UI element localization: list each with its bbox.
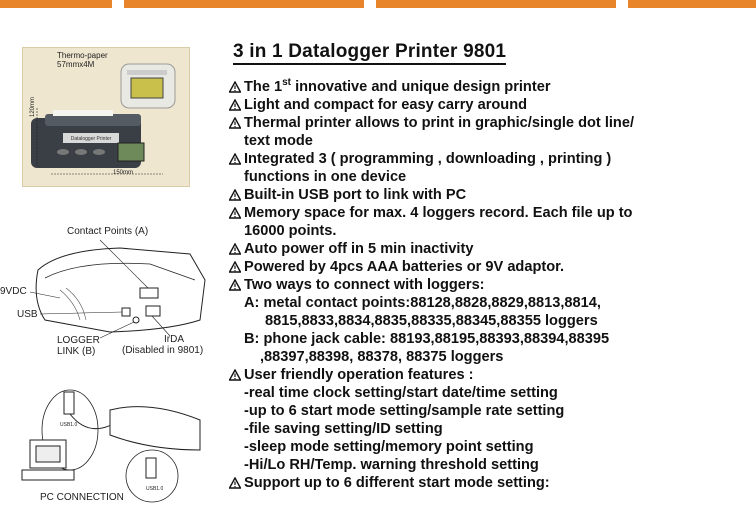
feature-item: [229, 186, 749, 204]
feature-item: [229, 96, 749, 114]
page-title: 3 in 1 Datalogger Printer 9801: [233, 41, 506, 65]
pc-base: [22, 470, 74, 480]
paper-label-line: Thermo-paper: [57, 51, 108, 60]
accent-segment: [0, 0, 112, 8]
feature-item: [229, 204, 749, 222]
feature-text: Auto power off in 5 min inactivity: [244, 241, 474, 257]
feature-item: [229, 240, 749, 258]
warning-triangle-icon: [229, 477, 241, 489]
printer-button: [57, 149, 69, 155]
feature-continuation: 16000 points.: [244, 223, 337, 239]
printer-illustration: [23, 48, 191, 188]
feature-text: innovative and unique design printer: [291, 79, 551, 95]
feature-subitem: -Hi/Lo RH/Temp. warning threshold setting: [244, 457, 539, 473]
feature-text: Integrated 3 ( programming , downloading , printing ): [244, 151, 612, 167]
feature-item: [229, 366, 749, 384]
warning-triangle-icon: [229, 369, 241, 381]
connector-diagram: [0, 220, 215, 360]
usb-plug: [146, 458, 156, 478]
irda-line: IrDA: [164, 334, 184, 345]
pc-connection-diagram: [0, 380, 215, 503]
logger-lcd: [131, 78, 163, 98]
pc-connection-caption: PC CONNECTION: [40, 492, 124, 503]
pc-connection-drawing: [0, 380, 215, 503]
printer-button: [75, 149, 87, 155]
feature-text: Thermal printer allows to print in graphic/single dot line/: [244, 115, 635, 131]
vdc-label: 9VDC: [0, 286, 27, 297]
feature-subitem: -file saving setting/ID setting: [244, 421, 443, 437]
warning-triangle-icon: [229, 243, 241, 255]
feature-list: [229, 78, 749, 492]
feature-item: [229, 150, 749, 168]
printer-lcd: [118, 143, 144, 161]
accent-segment: [376, 0, 616, 8]
usb-tag: USB1.0: [60, 422, 78, 428]
feature-subitem: B: phone jack cable: 88193,88195,88393,88394,88395: [244, 331, 610, 347]
height-dimension: 120mm: [30, 96, 37, 118]
warning-triangle-icon: [229, 99, 241, 111]
paper-roll: [53, 110, 113, 116]
top-accent-bar: [0, 0, 756, 8]
feature-item: [229, 258, 749, 276]
device-label: Datalogger Printer: [70, 136, 112, 142]
feature-item: [229, 78, 749, 96]
warning-triangle-icon: [229, 153, 241, 165]
irda-label: [122, 334, 203, 356]
width-dimension: 150mm: [113, 170, 134, 176]
warning-triangle-icon: [229, 81, 241, 93]
irda-window: [146, 306, 160, 316]
feature-text: Support up to 6 different start mode setting:: [244, 475, 550, 491]
usb-tag: USB1.0: [146, 486, 164, 492]
logger-link-label: [57, 335, 100, 357]
warning-triangle-icon: [229, 117, 241, 129]
feature-superscript: st: [282, 77, 292, 88]
product-photo: [22, 47, 190, 187]
printer-button: [93, 149, 105, 155]
logger-top: [127, 70, 167, 75]
feature-text: Light and compact for easy carry around: [244, 97, 528, 113]
paper-spec-label: [57, 51, 108, 69]
feature-text: User friendly operation features :: [244, 367, 474, 383]
contact-points-port: [140, 288, 158, 298]
feature-text: Built-in USB port to link with PC: [244, 187, 467, 203]
feature-subitem: A: metal contact points:88128,8828,8829,8813,8814,: [244, 295, 601, 311]
accent-segment: [628, 0, 756, 8]
feature-subitem: -up to 6 start mode setting/sample rate setting: [244, 403, 565, 419]
feature-text: Memory space for max. 4 loggers record. Each file up to: [244, 205, 633, 221]
warning-triangle-icon: [229, 207, 241, 219]
feature-subitem: 8815,8833,8834,8835,88335,88345,88355 loggers: [265, 313, 598, 329]
feature-text: The 1: [244, 79, 283, 95]
logger-link-line: LINK (B): [57, 346, 96, 357]
feature-item: [229, 276, 749, 294]
logger-link-line: LOGGER: [57, 335, 100, 346]
usb-plug: [64, 392, 74, 414]
feature-subitem: ,88397,88398, 88378, 88375 loggers: [260, 349, 504, 365]
monitor-screen: [36, 446, 60, 462]
feature-continuation: text mode: [244, 133, 313, 149]
paper-label-line: 57mmx4M: [57, 60, 95, 69]
feature-item: [229, 474, 749, 492]
warning-triangle-icon: [229, 189, 241, 201]
feature-text: Two ways to connect with loggers:: [244, 277, 485, 293]
feature-text: Powered by 4pcs AAA batteries or 9V adaptor.: [244, 259, 565, 275]
accent-segment: [124, 0, 364, 8]
warning-triangle-icon: [229, 279, 241, 291]
feature-continuation: functions in one device: [244, 169, 407, 185]
irda-line: (Disabled in 9801): [122, 345, 204, 356]
feature-item: [229, 114, 749, 132]
feature-subitem: -sleep mode setting/memory point setting: [244, 439, 534, 455]
contact-points-label: Contact Points (A): [67, 226, 149, 237]
feature-subitem: -real time clock setting/start date/time setting: [244, 385, 558, 401]
usb-port: [122, 308, 130, 316]
warning-triangle-icon: [229, 261, 241, 273]
printer-outline: [110, 407, 200, 450]
usb-label: USB: [17, 309, 38, 320]
